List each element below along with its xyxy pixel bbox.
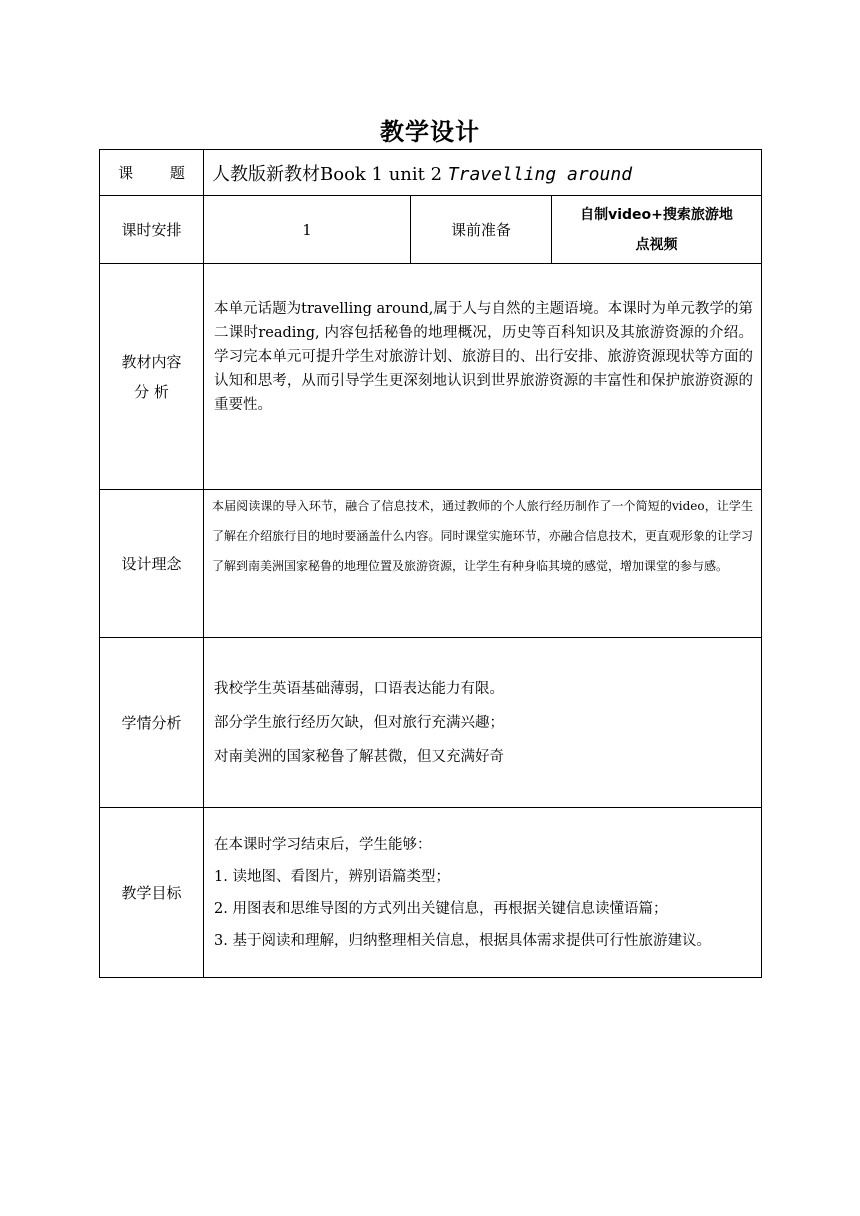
prep-value-line2: 点视频 [635,236,678,253]
objective-line-3: 3. 基于阅读和理解，归纳整理相关信息，根据具体需求提供可行性旅游建议。 [214,932,711,949]
prep-value-line1: 自制video+搜索旅游地 [580,206,733,223]
schedule-row [100,196,762,264]
schedule-label: 课时安排 [100,196,204,264]
concept-paragraph: 本届阅读课的导入环节，融合了信息技术，通过教师的个人旅行经历制作了一个简短的video，让学生了解在介绍旅行目的地时要涵盖什么内容。同时课堂实施环节，亦融合信息技术，更直观形象的让学习了解到南美洲国家秘鲁的地理位置及旅游资源，让学生有种身临其境的感觉，增加课堂的参与感。 [212,499,754,573]
concept-label: 设计理念 [100,490,204,638]
material-label-line2: 分 析 [134,382,169,401]
concept-row [100,490,762,638]
learner-row [100,638,762,808]
objective-line-1: 1. 读地图、看图片，辨别语篇类型； [214,868,450,885]
teaching-design-table [99,149,762,978]
objectives-text [204,808,762,978]
concept-text [204,490,762,638]
topic-value [204,150,762,196]
objective-line-0: 在本课时学习结束后，学生能够： [214,836,432,853]
learner-line-2: 部分学生旅行经历欠缺，但对旅行充满兴趣； [214,714,504,731]
material-text [204,264,762,490]
prep-label: 课前准备 [411,196,552,264]
learner-line-3: 对南美洲的国家秘鲁了解甚微，但又充满好奇 [214,748,504,765]
material-label [100,264,204,490]
objective-line-2: 2. 用图表和思维导图的方式列出关键信息，再根据关键信息读懂语篇； [214,900,668,917]
material-row [100,264,762,490]
objectives-label: 教学目标 [100,808,204,978]
topic-row [100,150,762,196]
page-title: 教学设计 [380,118,480,146]
topic-cn: 人教版新教材 [212,163,320,185]
learner-text [204,638,762,808]
learner-label: 学情分析 [100,638,204,808]
schedule-value: 1 [204,196,411,264]
material-paragraph: 本单元话题为travelling around,属于人与自然的主题语境。本课时为单元教学的第二课时reading, 内容包括秘鲁的地理概况，历史等百科知识及其旅游资源的介绍。学习完本单元可提升学生对旅游计划、旅游目的、出行安排、旅游资源现状等方面的认知和思考，从而引导学生更深刻地认识到世界旅游资源的丰富性和保护旅游资源的重要性。 [214,301,754,413]
topic-label: 课 题 [100,150,204,196]
topic-italic: Travelling around [447,163,633,185]
learner-line-1: 我校学生英语基础薄弱，口语表达能力有限。 [214,680,504,697]
objectives-row [100,808,762,978]
prep-value [552,196,762,264]
topic-en: Book 1 unit 2 [320,163,443,185]
material-label-line1: 教材内容 [121,352,182,371]
